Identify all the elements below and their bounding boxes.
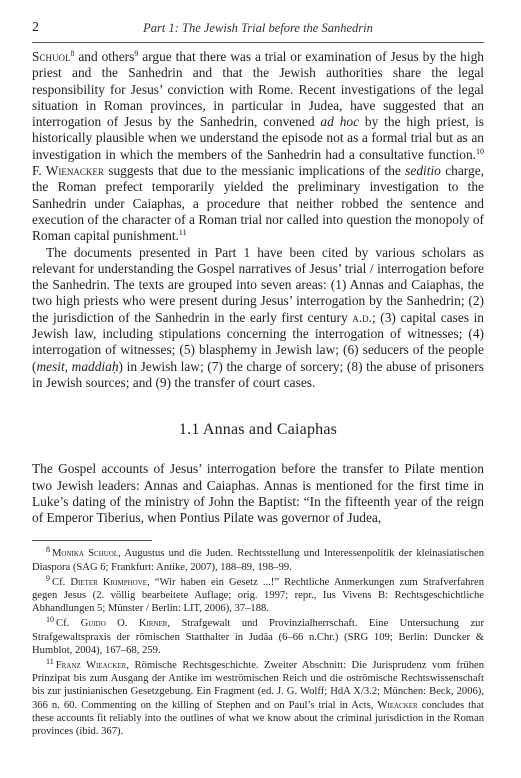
paragraph-text: The documents presented in Part 1 have been cited by various scholars as relevant for understanding the Gospel narratives of Jesus’ trial / interrogation before the Sanhedrin. The texts are grouped into seven areas: (1) Annas and Caiaphas, the two high priests who were present during Jesus’ interrogation by the Sanhedrin; (2) the jurisdiction of the Sanhedrin in the early first century xyxy=(32,244,484,325)
running-title: Part 1: The Jewish Trial before the Sanhedrin xyxy=(143,21,373,35)
footnote-author: Wieacker xyxy=(377,699,418,711)
footnote-9 xyxy=(32,573,485,616)
paragraph-text: charge, the Roman prefect temporarily yielded the preliminary investigation to the Sanhedrin under Caiaphas, a procedure that neither robbed the sentence and execution of the character of a Roman trial nor called into question the monopoly of Roman capital punishment. xyxy=(32,163,484,244)
italic-term: maddiaḥ xyxy=(71,358,119,374)
paragraph-text: argue that there was a trial or examination of Jesus by the high priest and the Sanhedrin and that the Jewish authorities share the legal responsibility for Jesus’ conviction with Rome. Recent investigations of the legal situation in Roman provinces, in particular in Judea, have suggested that an interrogation of Jesus by the Sanhedrin, convened xyxy=(32,49,484,130)
footnote-ref[interactable]: 11 xyxy=(178,228,187,238)
footnote-prefix: Cf. xyxy=(52,576,71,588)
footnote-8 xyxy=(32,547,484,573)
paragraph-text: suggests that due to the messianic implications of the xyxy=(103,163,406,179)
footnote-author: Franz Wieacker xyxy=(55,660,127,672)
era-abbreviation: a.d. xyxy=(352,309,372,325)
footnote-text: , Strafgewalt und Provinzialherrschaft. Eine Untersuchung zur Strafgewaltspraxis der römischen Statthalter in Judäa (6–66 n.Chr.) (SRG 109; Berlin: Duncker & Humblot, 2004), 167–68, 259. xyxy=(32,618,485,656)
italic-term: mesit xyxy=(36,358,65,374)
footnote-author: Guido O. Kirner xyxy=(80,618,168,630)
paragraph-1 xyxy=(32,49,484,245)
italic-term: ad hoc xyxy=(320,114,360,130)
running-head xyxy=(32,20,484,42)
footnote-author: Dieter Krimphove xyxy=(70,576,148,588)
footnote-number: 11 xyxy=(46,657,54,667)
paragraph-text: and others xyxy=(74,49,135,64)
section-heading: 1.1 Annas and Caiaphas xyxy=(178,421,338,439)
footnote-author: Monika Schuol xyxy=(52,548,119,560)
footnote-ref[interactable]: 8 xyxy=(70,49,75,58)
footnote-rule xyxy=(32,540,152,541)
paragraph-text: , xyxy=(64,358,72,374)
footnote-11 xyxy=(32,659,484,738)
paragraph-text: ; (3) capital cases in Jewish law, including stipulations concerning the interrogation of witnesses; (4) interrogation of witnesses; (5) blasphemy in Jewish law; (6) seducers of the people ( xyxy=(32,309,484,374)
footnote-number: 8 xyxy=(46,545,50,555)
footnote-text: , Augustus und die Juden. Rechtsstellung und Interessenpolitik der kleinasiatischen Diaspora (SAG 6; Frankfurt: Antike, 2007), 188–89, 198–99. xyxy=(32,548,484,573)
footnote-number: 10 xyxy=(46,615,54,625)
author-name: Schuol xyxy=(32,49,71,64)
footnote-prefix: Cf. xyxy=(56,618,81,630)
footnote-text: , “Wir haben ein Gesetz ...!” Rechtliche Anmerkungen zum Strafverfahren gegen Jesus (2. völlig bearbeitete Auflage; orig. 1997; repr., Ius Vivens B: Rechtsgeschichtliche Abhandlungen 5; Münster / Berlin: LIT, 2006), 37–188. xyxy=(32,576,485,615)
page-number: 2 xyxy=(32,20,39,35)
footnote-ref[interactable]: 10 xyxy=(476,146,484,156)
footnote-ref[interactable]: 9 xyxy=(134,49,139,58)
footnotes xyxy=(32,547,484,738)
paragraph-text: ) in Jewish law; (7) the charge of sorcery; (8) the abuse of prisoners in Jewish sources; and (9) the transfer of court cases. xyxy=(32,358,484,390)
footnote-number: 9 xyxy=(46,573,50,583)
footnote-text: , Römische Rechtsgeschichte. Zweiter Abschnitt: Die Jurisprudenz vom frühen Prinzipat bis zum Ausgang der Antike im weströmischen Reich und die oströmische Rechtswissenschaft bis zur justinianischen Gesetzgebung. Ein Fragment (ed. J. G. Wolff; HdA X/3.2; München: Beck, 2006), 366 n. 60. Commenting on the killing of Stephen and on Paul’s trial in Acts, xyxy=(32,660,485,711)
italic-term: seditio xyxy=(405,163,441,179)
paragraph-2 xyxy=(32,245,484,392)
paragraph-3: The Gospel accounts of Jesus’ interrogation before the transfer to Pilate mention two Jewish leaders: Annas and Caiaphas. Annas is mentioned for the first time in Luke’s dating of the ministry of John the Baptist: “In the fifteenth year of the reign of Emperor Tiberius, when Pontius Pilate was governor of Judea, xyxy=(32,461,484,526)
footnote-text: concludes that these accounts fit reliably into the outlines of what we know about the criminal jurisdiction in the Roman provinces (ibid. 367). xyxy=(32,699,484,738)
header-rule xyxy=(32,42,484,43)
author-name: F. Wienacker xyxy=(32,163,104,179)
footnote-10 xyxy=(32,617,484,657)
paragraph-text: by the high priest, is historically plausible when we understand the episode not as a formal trial but as an investigation in which the members of the Sanhedrin had a consultative function. xyxy=(32,114,484,162)
book-page xyxy=(32,20,484,740)
